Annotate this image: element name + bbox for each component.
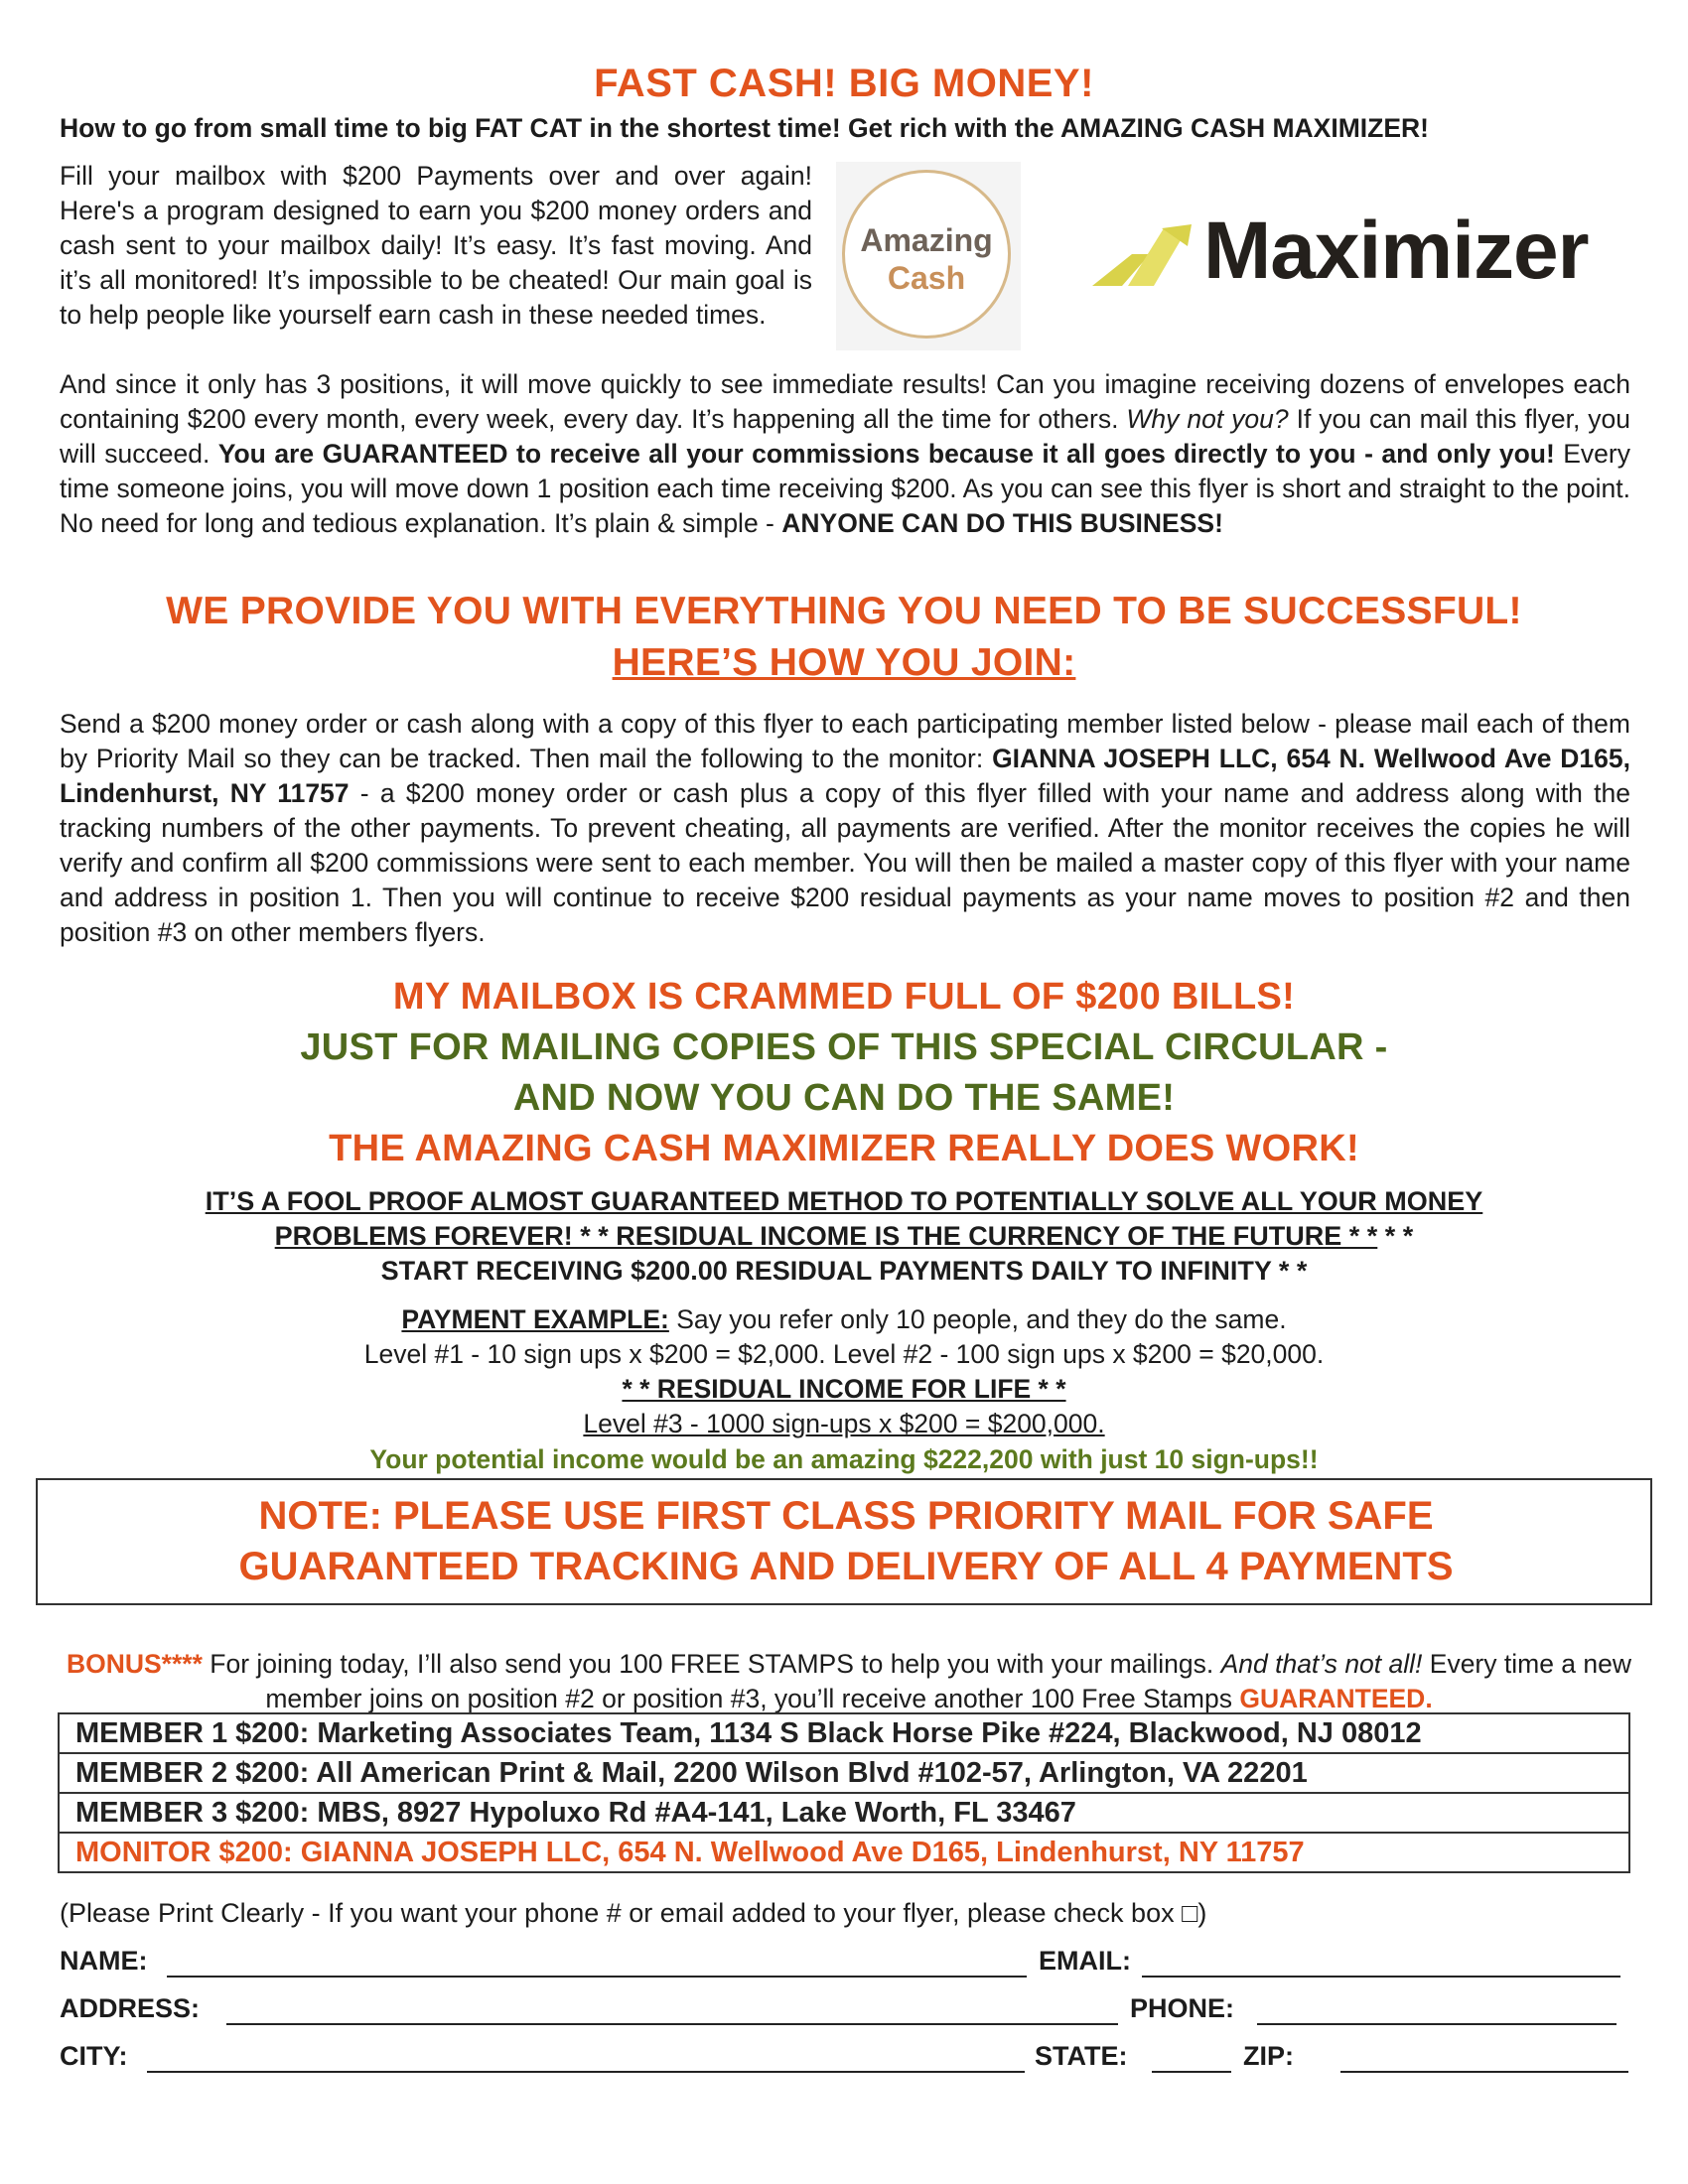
member-row [59,1713,1629,1753]
bonus-label: BONUS**** [66,1648,203,1679]
potential-income: Your potential income would be an amazing $222,200 with just 10 sign-ups!! [369,1444,1319,1474]
member-label: MEMBER 1 $200: [75,1717,310,1749]
zip-label: ZIP: [1243,2041,1294,2071]
join-monitor-address: GIANNA JOSEPH LLC, 654 N. Wellwood Ave D165, Lindenhurst, NY 11757 [60,744,1631,808]
name-field[interactable] [167,1976,1027,1978]
mailbox-heading: MY MAILBOX IS CRAMMED FULL OF $200 BILLS! [392,976,1296,1018]
intro-anyone: ANYONE CAN DO THIS BUSINESS! [781,508,1223,538]
intro-text-1: And since it only has 3 positions, it will move quickly to see immediate results! Can you imagine receiving dozens of envelopes each containing $200 every month, every week, every day. It’s happening all the time for others. [60,369,1630,434]
subheadline: How to go from small time to big FAT CAT in the shortest time! Get rich with the AMAZING CASH MAXIMIZER! [60,113,1429,143]
phone-field[interactable] [1257,2023,1617,2025]
phone-label: PHONE: [1130,1993,1235,2023]
level-3: Level #3 - 1000 sign-ups x $200 = $200,000. [583,1409,1105,1438]
bonus-paragraph [60,1647,1638,1716]
logo-circle [842,170,1011,339]
join-heading: HERE’S HOW YOU JOIN: [612,641,1076,684]
member-row [59,1793,1629,1833]
members-table [58,1712,1630,1873]
logo-word-amazing: Amazing [860,222,993,258]
bonus-italic: And that’s not all! [1220,1648,1423,1679]
now-you-can-heading: AND NOW YOU CAN DO THE SAME! [512,1077,1176,1119]
member-label: MEMBER 2 $200: [75,1757,310,1789]
member-address: All American Print & Mail, 2200 Wilson Blvd #102-57, Arlington, VA 22201 [309,1757,1308,1789]
intro-italic: Why not you? [1126,404,1289,434]
address-label: ADDRESS: [60,1993,201,2023]
maximizer-chart-icon [1092,224,1192,290]
member-label: MEMBER 3 $200: [75,1797,310,1829]
zip-field[interactable] [1340,2071,1628,2073]
maximizer-wordmark: Maximizer [1203,205,1589,296]
intro-guarantee: You are GUARANTEED to receive all your commissions because it all goes directly to you - and only you! [217,439,1555,469]
address-field[interactable] [226,2023,1118,2025]
headline: FAST CASH! BIG MONEY! [594,62,1094,105]
monitor-label: MONITOR $200: [75,1837,293,1868]
city-field[interactable] [147,2071,1025,2073]
join-text-2: - a $200 money order or cash plus a copy of this flyer filled with your name and address along with the tracking numbers of the other payments. To prevent cheating, all payments are verified. After the monitor receives the copies he will verify and confirm all $200 commissions were sent to each member. You will then be mailed a master copy of this flyer with your name and address in position 1. Then you will continue to receive $200 residual payments as your name moves to position #2 and then position #3 on other members flyers. [60,778,1631,947]
intro-text-3: Every time someone joins, you will move down 1 position each time receiving $200. As you can see this flyer is short and straight to the point. No need for long and tedious explanation. It’s plain & simple - [60,439,1630,538]
really-works-heading: THE AMAZING CASH MAXIMIZER REALLY DOES WORK! [329,1128,1359,1169]
print-note-text: (Please Print Clearly - If you want your phone # or email added to your flyer, please check box [60,1898,1183,1928]
monitor-row [59,1833,1629,1872]
bonus-guaranteed: GUARANTEED. [1239,1683,1433,1713]
intro-paragraph-top: Fill your mailbox with $200 Payments over and over again! Here's a program designed to earn you $200 money orders and cash sent to your mailbox daily! It’s easy. It’s fast moving. And it’s all monitored! It’s impossible to be cheated! Our main goal is to help people like yourself earn cash in these needed times. [60,161,812,330]
monitor-address: GIANNA JOSEPH LLC, 654 N. Wellwood Ave D165, Lindenhurst, NY 11757 [292,1837,1305,1868]
payment-example [0,1304,1688,1335]
levels-1-2: Level #1 - 10 sign ups x $200 = $2,000. Level #2 - 100 sign ups x $200 = $20,000. [363,1339,1325,1369]
print-clearly-note [60,1898,1206,1929]
member-address: MBS, 8927 Hypoluxo Rd #A4-141, Lake Worth, FL 33467 [309,1797,1076,1829]
form-row-name [60,1946,1630,1985]
foolproof-line-2-tail: * * [1377,1221,1414,1251]
name-label: NAME: [60,1946,148,1976]
just-mailing-heading: JUST FOR MAILING COPIES OF THIS SPECIAL CIRCULAR - [300,1026,1388,1068]
member-cell [59,1713,1629,1753]
form-row-address [60,1993,1630,2033]
print-note-end: ) [1197,1898,1207,1928]
member-cell [59,1793,1629,1833]
intro-text-2: If you can mail this flyer, you will succeed. [60,404,1631,469]
intro-paragraph-full [60,367,1630,541]
email-label: EMAIL: [1039,1946,1131,1976]
member-row [59,1753,1629,1793]
foolproof-line-1: IT’S A FOOL PROOF ALMOST GUARANTEED METHOD TO POTENTIALLY SOLVE ALL YOUR MONEY [205,1186,1483,1216]
monitor-cell [59,1833,1629,1872]
bonus-text-2: Every time a new member joins on position #2 or position #3, you’ll receive another 100 Free Stamps [265,1648,1632,1713]
priority-mail-note-box [36,1478,1652,1605]
state-label: STATE: [1035,2041,1128,2071]
join-instructions [60,707,1630,950]
payment-example-label: PAYMENT EXAMPLE: [401,1304,669,1334]
member-cell [59,1753,1629,1793]
member-address: Marketing Associates Team, 1134 S Black Horse Pike #224, Blackwood, NJ 08012 [309,1717,1422,1749]
contact-checkbox[interactable]: □ [1182,1898,1198,1928]
foolproof-line-2 [0,1221,1688,1252]
state-field[interactable] [1152,2071,1231,2073]
payment-example-intro: Say you refer only 10 people, and they do the same. [668,1304,1287,1334]
residual-for-life: * * RESIDUAL INCOME FOR LIFE * * [622,1374,1066,1404]
form-row-city [60,2041,1630,2081]
bonus-text-1: For joining today, I’ll also send you 100 FREE STAMPS to help you with your mailings. [202,1648,1221,1679]
note-line-1: NOTE: PLEASE USE FIRST CLASS PRIORITY MAIL FOR SAFE [258,1494,1434,1538]
email-field[interactable] [1142,1976,1620,1978]
join-text-1: Send a $200 money order or cash along with a copy of this flyer to each participating member listed below - please mail each of them by Priority Mail so they can be tracked. Then mail the following to the monitor: [60,709,1630,773]
note-line-2: GUARANTEED TRACKING AND DELIVERY OF ALL 4 PAYMENTS [238,1545,1454,1588]
provide-heading: WE PROVIDE YOU WITH EVERYTHING YOU NEED TO BE SUCCESSFUL! [166,590,1522,632]
foolproof-line-3: START RECEIVING $200.00 RESIDUAL PAYMENTS DAILY TO INFINITY * * [380,1256,1308,1286]
city-label: CITY: [60,2041,128,2071]
maximizer-logo [1092,205,1589,300]
logo-word-cash: Cash [887,260,966,296]
foolproof-line-2-underlined: PROBLEMS FOREVER! * * RESIDUAL INCOME IS THE CURRENCY OF THE FUTURE * * [274,1221,1378,1251]
amazing-cash-logo [836,162,1021,350]
